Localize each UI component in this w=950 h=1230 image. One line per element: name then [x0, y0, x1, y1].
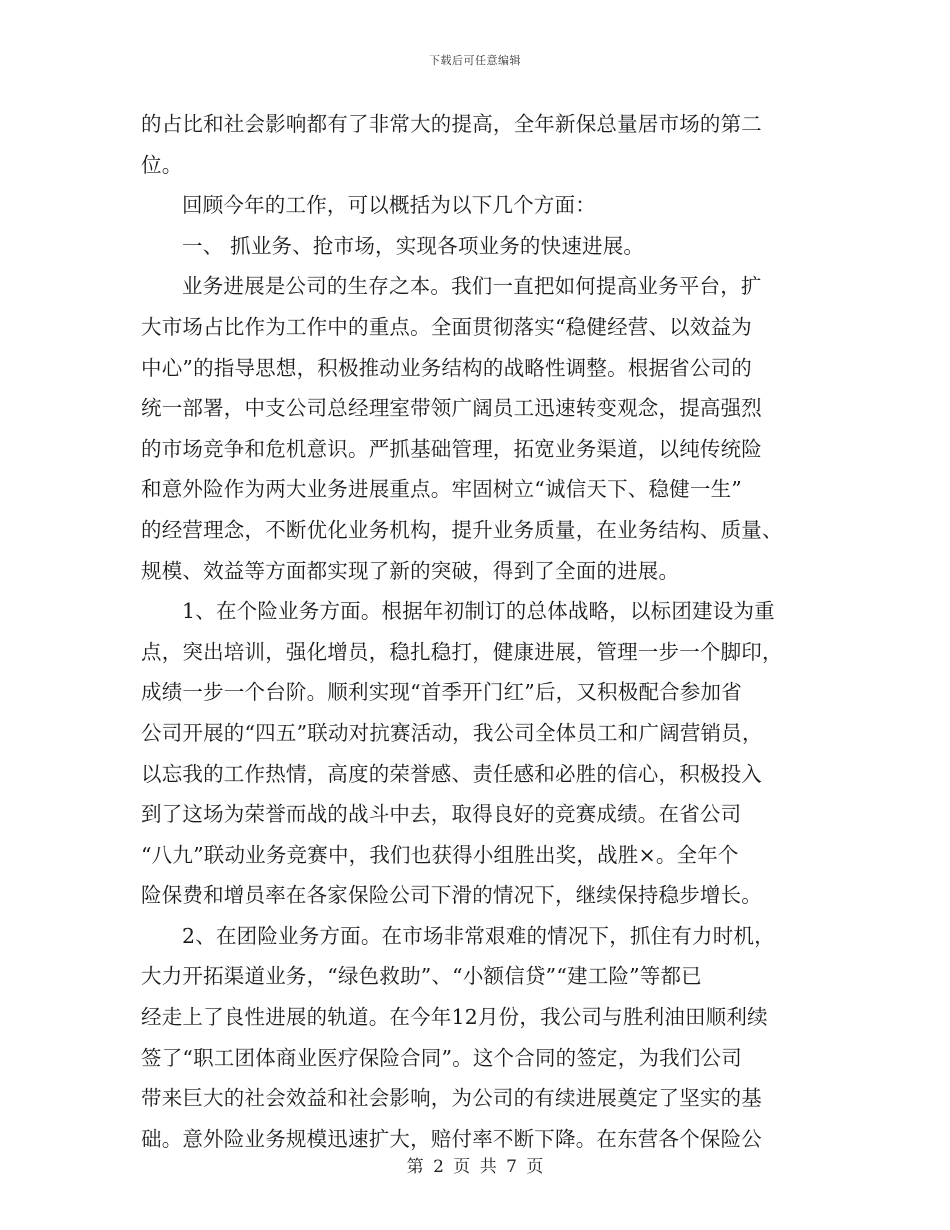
text-line: 一、 抓业务、抢市场，实现各项业务的快速进展。 — [182, 233, 645, 258]
text-line: 规模、效益等方面都实现了新的突破，得到了全面的进展。 — [141, 558, 680, 583]
text-line: 中心”的指导思想，积极推动业务结构的战略性调整。根据省公司的 — [141, 355, 752, 380]
text-line: 统一部署，中支公司总经理室带领广阔员工迅速转变观念，提高强烈 — [141, 396, 762, 421]
text-line: 的经营理念，不断优化业务机构，提升业务质量，在业务结构、质量、 — [141, 517, 783, 542]
text-line: 到了这场为荣誉而战的战斗中去，取得良好的竞赛成绩。在省公司 — [141, 802, 742, 827]
text-line: 2、在团险业务方面。在市场非常艰难的情况下，抓住有力时机， — [182, 923, 775, 948]
page-number-footer: 第 2 页 共 7 页 — [406, 1157, 544, 1177]
text-line: 成绩一步一个台阶。顺利实现“首季开门红”后，又积极配合参加省 — [141, 680, 742, 705]
text-line: 的占比和社会影响都有了非常大的提高，全年新保总量居市场的第二 — [141, 112, 762, 136]
text-line: 1、在个险业务方面。根据年初制订的总体战略，以标团建设为重 — [182, 599, 775, 624]
document-body — [141, 104, 801, 1159]
page-header: 下载后可任意编辑 — [429, 54, 521, 67]
text-line: 大市场占比作为工作中的重点。全面贯彻落实“稳健经营、以效益为 — [141, 314, 752, 339]
text-line: 回顾今年的工作，可以概括为以下几个方面： — [182, 193, 596, 218]
text-line: 位。 — [141, 152, 183, 177]
text-line: 大力开拓渠道业务，“绿色救助”、“小额信贷”“建工险”等都已 — [141, 964, 702, 989]
text-line: 点，突出培训，强化增员，稳扎稳打，健康进展，管理一步一个脚印， — [141, 639, 783, 664]
text-line: 公司开展的“四五”联动对抗赛活动，我公司全体员工和广阔营销员， — [141, 720, 763, 745]
text-line: 业务进展是公司的生存之本。我们一直把如何提高业务平台，扩 — [182, 274, 762, 299]
text-line: 签了“职工团体商业医疗保险合同”。这个合同的签定，为我们公司 — [141, 1045, 742, 1070]
text-line: 险保费和增员率在各家保险公司下滑的情况下，继续保持稳步增长。 — [141, 883, 762, 908]
text-line: 带来巨大的社会效益和社会影响，为公司的有续进展奠定了坚实的基 — [141, 1086, 762, 1111]
text-line: 础。意外险业务规模迅速扩大，赔付率不断下降。在东营各个保险公 — [141, 1126, 762, 1151]
text-line: “八九”联动业务竞赛中，我们也获得小组胜出奖，战胜×。全年个 — [141, 842, 739, 867]
text-line: 的市场竞争和危机意识。严抓基础管理，拓宽业务渠道，以纯传统险 — [141, 436, 762, 461]
text-line: 以忘我的工作热情，高度的荣誉感、责任感和必胜的信心，积极投入 — [141, 761, 762, 786]
text-line: 和意外险作为两大业务进展重点。牢固树立“诚信天下、稳健一生” — [141, 477, 742, 502]
text-line: 经走上了良性进展的轨道。在今年12月份，我公司与胜利油田顺利续 — [141, 1005, 768, 1030]
